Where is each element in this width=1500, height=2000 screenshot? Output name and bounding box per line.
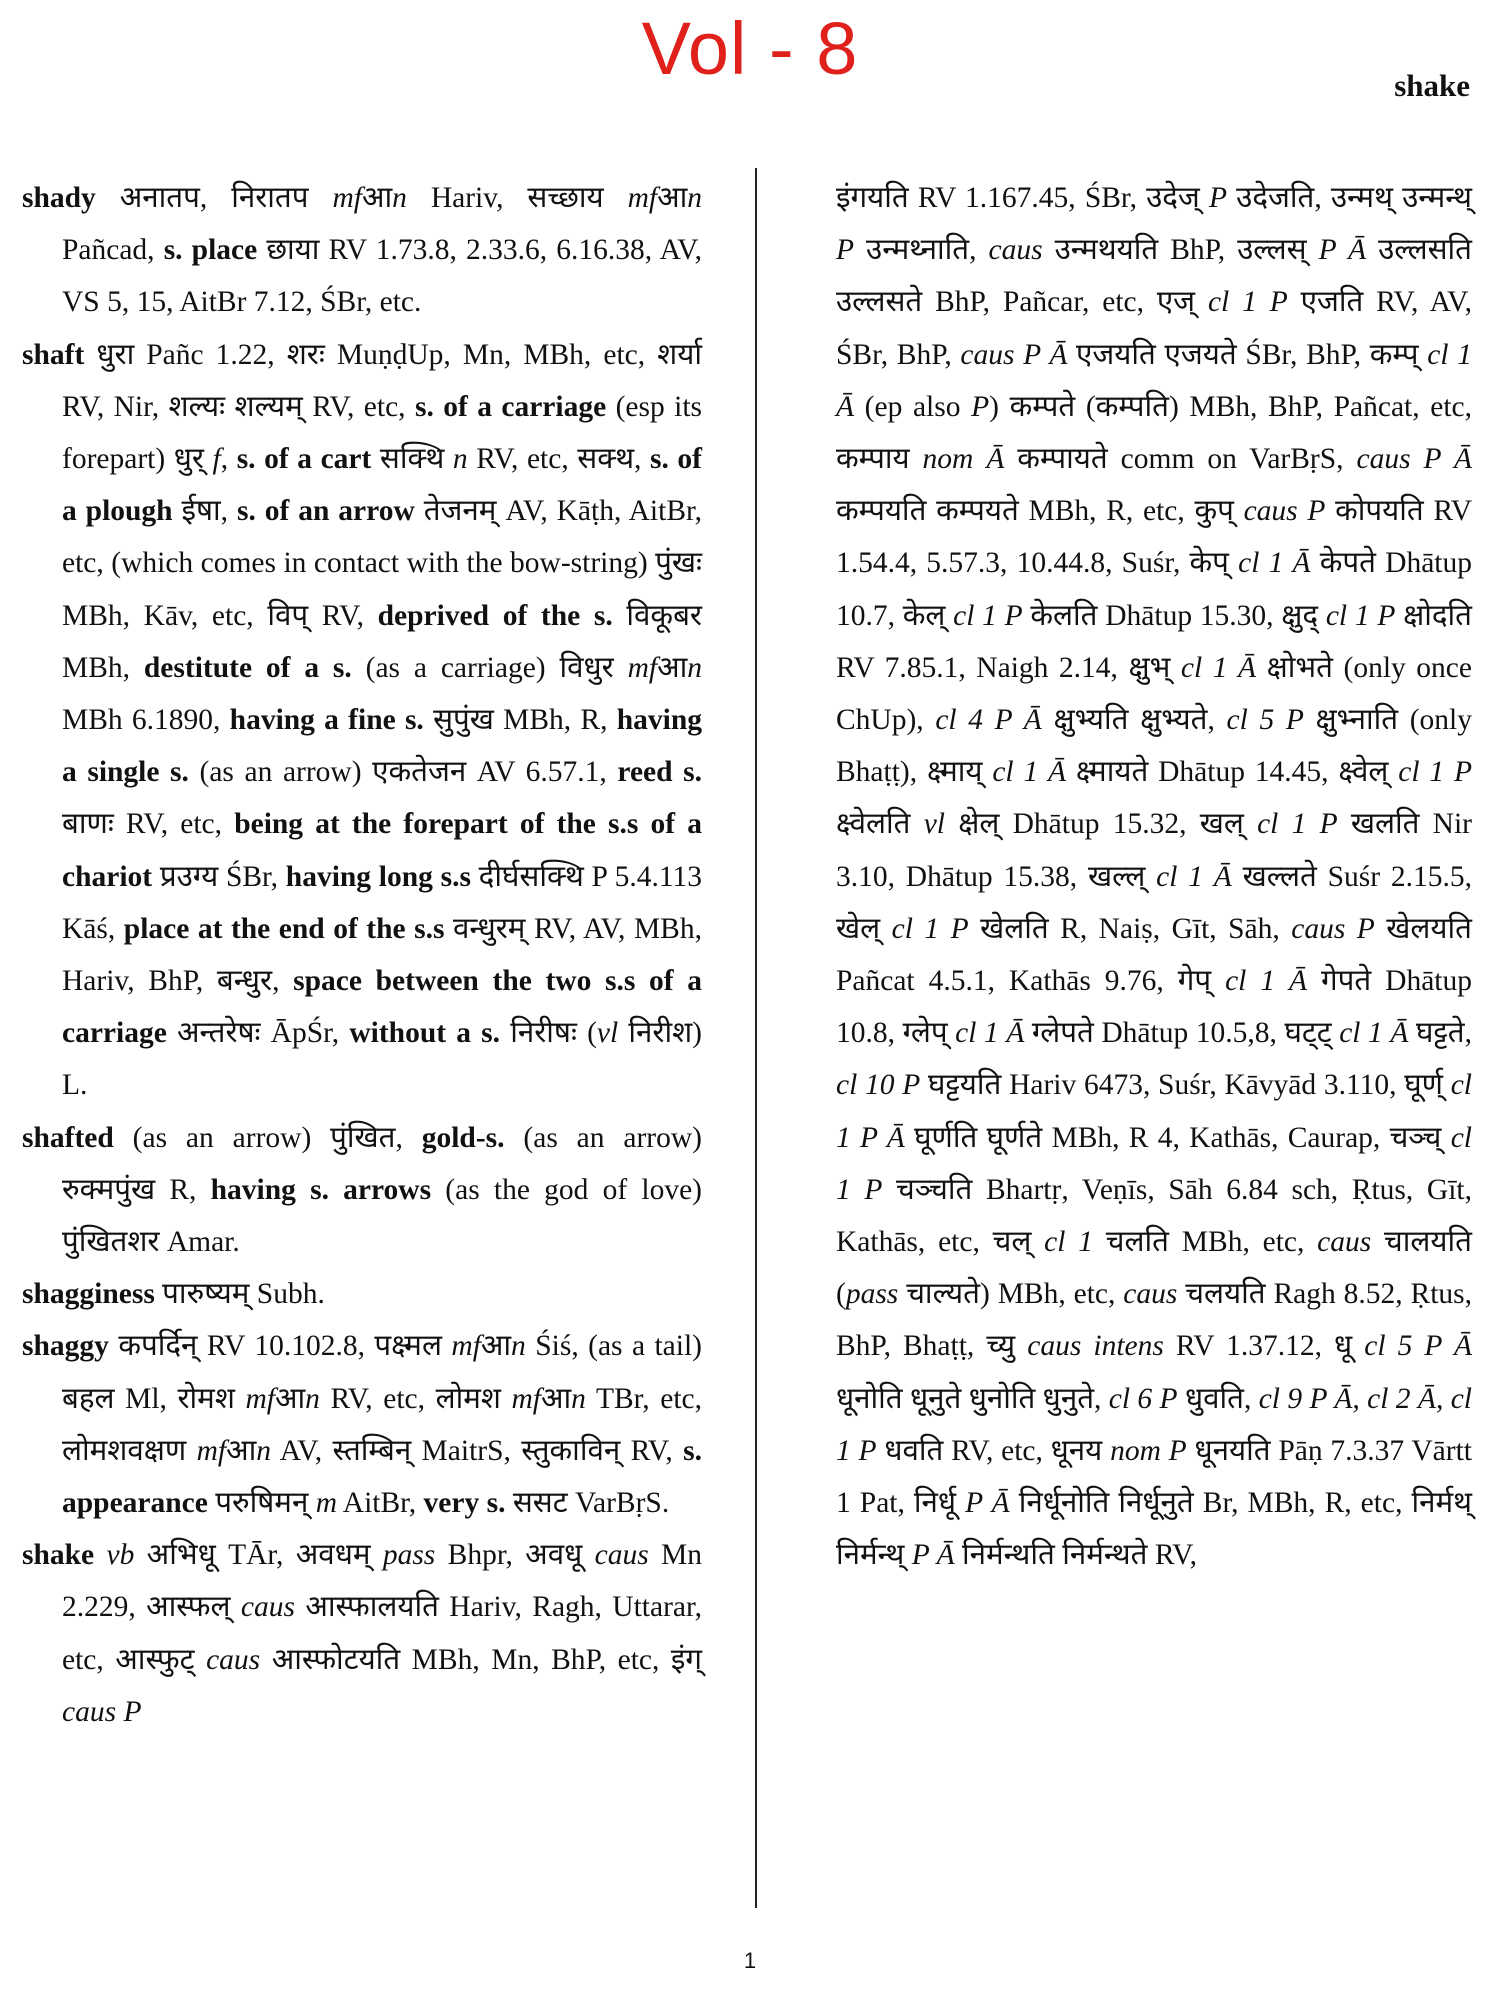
grammar-label: cl 1 Ā	[992, 756, 1067, 789]
grammar-label: cl 5 P Ā	[1364, 1330, 1472, 1363]
grammar-label: cl 1 P	[1325, 599, 1396, 632]
entry-text: ,	[220, 443, 237, 476]
grammar-label: vl	[596, 1017, 619, 1050]
entry-text: खेलति R, Naiṣ, Gīt, Sāh,	[968, 912, 1292, 945]
entry-text: दीर्घसक्थि P 5.4.113 Kāś,	[62, 860, 703, 945]
grammar-label: caus P Ā	[1356, 443, 1473, 476]
entry-text: सुपुंख MBh, R,	[423, 704, 617, 737]
entry-text: पारुष्यम् Subh.	[154, 1278, 325, 1311]
entry-text: Hariv, सच्छाय	[406, 182, 628, 214]
entry-text: उन्मथ्नाति,	[854, 234, 989, 267]
grammar-label: n	[305, 1382, 320, 1415]
grammar-label: cl 1 Ā	[836, 338, 1472, 423]
grammar-label: cl 1 P	[1398, 756, 1472, 789]
grammar-label: cl 1 P	[953, 599, 1023, 632]
headword: shady	[22, 182, 96, 214]
dictionary-entry	[22, 329, 702, 1112]
grammar-label: f	[212, 443, 221, 476]
grammar-label: mf	[196, 1434, 227, 1467]
entry-text: धवति RV, etc, धूनय	[876, 1434, 1111, 1467]
page-number: 1	[743, 1948, 757, 1973]
grammar-label: caus	[206, 1643, 261, 1676]
entry-text: केपते Dhātup 10.7, केल्	[836, 547, 1473, 632]
grammar-label: n	[687, 651, 702, 684]
entry-text: आ	[226, 1434, 257, 1467]
grammar-label: cl 1 Ā	[1180, 651, 1257, 684]
sense-phrase: gold-s.	[421, 1121, 505, 1154]
grammar-label: P	[836, 234, 855, 267]
entry-text: आ	[274, 1382, 306, 1415]
grammar-label: cl 1 Ā	[955, 1017, 1025, 1050]
entry-text: वन्धुरम् RV, AV, MBh, Hariv, BhP, बन्धुर,	[62, 912, 702, 998]
sense-phrase: s. of a plough	[62, 443, 702, 528]
entry-text: RV, etc, लोमश	[319, 1382, 512, 1415]
entry-text: क्षेल् Dhātup 15.32, खल्	[945, 808, 1258, 841]
running-head: shake	[1394, 68, 1470, 103]
entry-text: AV, स्तम्बिन् MaitrS, स्तुकाविन् RV,	[271, 1434, 684, 1467]
grammar-label: mf	[627, 651, 658, 684]
grammar-label: mf	[451, 1330, 481, 1363]
entry-text: आ	[657, 651, 688, 684]
entry-text: धुरा Pañc 1.22, शरः MuṇḍUp, Mn, MBh, etc, शर्या RV, Nir, शल्यः शल्यम् RV, etc,	[62, 338, 702, 423]
sense-phrase: destitute of a s.	[143, 651, 352, 684]
entry-text: ससट VarBṛS.	[505, 1487, 670, 1520]
entry-text: धूनयति Pāṇ 7.3.37 Vārtt 1 Pat, निर्धू	[836, 1434, 1472, 1520]
entry-text: AitBr,	[337, 1487, 424, 1520]
sense-phrase: s. appearance	[62, 1434, 703, 1520]
grammar-label: P	[971, 390, 990, 423]
grammar-label: caus	[1123, 1278, 1178, 1311]
grammar-label: cl 5 P	[1226, 704, 1304, 737]
grammar-label: vl	[923, 808, 945, 841]
entry-text: उदेजति, उन्मथ् उन्मन्थ्	[1227, 182, 1472, 214]
grammar-label: cl 4 P Ā	[935, 704, 1042, 737]
sense-phrase: having a fine s.	[229, 704, 424, 737]
entry-text: घट्टते,	[1408, 1017, 1472, 1050]
sense-phrase: s. of an arrow	[236, 495, 415, 528]
dictionary-entry	[22, 172, 702, 329]
entry-text: उन्मथयति BhP, उल्लस्	[1042, 234, 1319, 267]
grammar-label: caus	[988, 234, 1043, 267]
sense-phrase: space between the two s.s of a carriage	[62, 965, 702, 1050]
grammar-label: n	[511, 1330, 526, 1363]
grammar-label: caus	[594, 1539, 649, 1572]
entry-text: (as an arrow) पुंखित,	[113, 1121, 422, 1154]
entry-text: खलति Nir 3.10, Dhātup 15.38, खल्ल्	[836, 808, 1472, 893]
entry-text: धुवति,	[1177, 1382, 1259, 1415]
entry-text: धूनोति धूनुते धुनोति धुनुते,	[836, 1382, 1109, 1415]
sense-phrase: having long s.s	[285, 860, 471, 893]
sense-phrase: s. place	[163, 234, 258, 267]
grammar-label: cl 1 P Ā	[836, 1069, 1472, 1154]
entry-text: आस्फालयति Hariv, Ragh, Uttarar, etc, आस्फुट्	[62, 1591, 703, 1676]
grammar-label: cl 1 Ā	[1339, 1017, 1409, 1050]
entry-text: (ep also	[854, 390, 972, 423]
grammar-label: caus intens	[1027, 1330, 1164, 1363]
sense-phrase: place at the end of the s.s	[123, 912, 445, 945]
entry-text: इंगयति RV 1.167.45, ŚBr, उदेज्	[836, 182, 1209, 214]
grammar-label: mf	[332, 182, 362, 214]
entry-text	[94, 1539, 106, 1571]
grammar-label: vb	[106, 1539, 135, 1572]
entry-text: अभिधू TĀr, अवधम्	[134, 1539, 383, 1572]
entry-text: निर्धूनोति निर्धूनुते Br, MBh, R, etc, निर्मथ् निर्मन्थ्	[836, 1487, 1472, 1572]
sense-phrase: reed s.	[617, 756, 702, 789]
entry-text: आ	[361, 182, 393, 214]
grammar-label: cl 1 Ā	[1238, 547, 1311, 580]
dictionary-entry	[22, 1529, 702, 1738]
grammar-label: P Ā	[965, 1487, 1010, 1520]
grammar-label: cl 1 P	[1207, 286, 1288, 319]
grammar-label: cl 1 P	[836, 1121, 1472, 1206]
entry-text: अनातप, निरातप	[95, 182, 333, 214]
grammar-label: n	[687, 182, 702, 214]
entry-text: क्ष्वेलति	[836, 808, 924, 841]
headword: shagginess	[22, 1278, 155, 1311]
entry-text: चलति MBh, etc,	[1093, 1226, 1318, 1259]
volume-title: Vol - 8	[641, 7, 859, 90]
entry-text: उल्लसति उल्लसते BhP, Pañcar, etc, एज्	[836, 234, 1472, 319]
grammar-label: caus P	[1243, 495, 1326, 528]
entry-text: Śiś, (as a tail) बहल Ml, रोमश	[62, 1330, 702, 1415]
sense-phrase: being at the forepart of the s.s of a chariot	[62, 808, 703, 893]
entry-text: चाल्यते) MBh, etc,	[898, 1278, 1124, 1311]
grammar-label: caus	[240, 1591, 295, 1624]
entry-text: Pañcad,	[62, 234, 164, 267]
entry-text: Mn 2.229, आस्फल्	[62, 1539, 703, 1624]
grammar-label: n	[256, 1434, 271, 1467]
sense-phrase: deprived of the s.	[377, 599, 613, 632]
entry-text: घूर्णति घूर्णते MBh, R 4, Kathās, Caurap, चञ्च्	[904, 1121, 1451, 1154]
entry-text: गेपते Dhātup 10.8, ग्लेप्	[836, 965, 1472, 1050]
entry-text: RV, etc, सक्थ,	[467, 443, 650, 476]
entry-text: छाया RV 1.73.8, 2.33.6, 6.16.38, AV, VS 5, 15, AitBr 7.12, ŚBr, etc.	[62, 234, 702, 319]
grammar-label: cl 1 P	[1257, 808, 1338, 841]
column-divider	[755, 168, 757, 1908]
entry-text: ईषा,	[172, 495, 237, 528]
entry-text: कम्पयति कम्पयते MBh, R, etc, कुप्	[836, 495, 1244, 528]
grammar-label: n	[452, 443, 468, 476]
entry-text: चालयति (	[836, 1226, 1472, 1311]
headword: shaft	[22, 338, 85, 371]
entry-text: TBr, etc, लोमशवक्षण	[62, 1382, 703, 1467]
grammar-label: mf	[245, 1382, 275, 1415]
entry-text: विकूबर MBh,	[62, 599, 703, 684]
grammar-label: mf	[511, 1382, 541, 1415]
entry-text: तेजनम् AV, Kāṭh, AitBr, etc, (which comes in contact with the bow-string) पुंखः MBh, Kāv, etc, विप् RV,	[62, 495, 703, 632]
entry-text: आ	[657, 182, 688, 214]
headword: shaggy	[22, 1330, 109, 1363]
entry-text: खल्लते Suśr 2.15.5, खेल्	[836, 860, 1473, 945]
entry-text: चञ्चति Bhartṛ, Veṇīs, Sāh 6.84 sch, Ṛtus, Gīt, Kathās, etc, चल्	[836, 1173, 1472, 1259]
entry-text: खेलयति Pañcat 4.5.1, Kathās 9.76, गेप्	[836, 912, 1472, 998]
sense-phrase: s. of a cart	[236, 443, 372, 476]
entry-text: निरीषः (	[500, 1017, 597, 1050]
grammar-label: cl 1	[1044, 1226, 1094, 1259]
grammar-label: n	[392, 182, 407, 214]
entry-text: MBh 6.1890,	[62, 704, 230, 737]
entry-text: कपर्दिन् RV 10.102.8, पक्ष्मल	[108, 1330, 452, 1363]
entry-text: निर्मन्थति निर्मन्थते RV,	[954, 1539, 1198, 1572]
entry-continuation	[836, 172, 1472, 1581]
entry-text: कम्पायते comm on VarBṛS,	[1004, 443, 1357, 476]
grammar-label: P	[1208, 182, 1228, 214]
entry-text: प्रउग्य ŚBr,	[152, 860, 286, 893]
grammar-label: nom P	[1110, 1434, 1187, 1467]
entry-text: ) कम्पते (कम्पति) MBh, BhP, Pañcat, etc, कम्पाय	[836, 390, 1472, 476]
grammar-label: cl 9 P Ā, cl 2 Ā, cl 1 P	[836, 1382, 1472, 1467]
entry-text: ग्लेपते Dhātup 10.5,8, घट्ट्	[1024, 1017, 1340, 1050]
sense-phrase: without a s.	[349, 1017, 501, 1050]
entry-text: Bhpr, अवधू	[435, 1539, 595, 1572]
entry-text: (as the god of love) पुंखितशर Amar.	[62, 1173, 702, 1259]
sense-phrase: very s.	[423, 1487, 506, 1520]
dictionary-entry	[22, 1112, 702, 1269]
grammar-label: P Ā	[1318, 234, 1367, 267]
dictionary-entry	[22, 1268, 702, 1320]
entry-text: एजयति एजयते ŚBr, BhP, कम्प्	[1067, 338, 1428, 371]
entry-text: क्षोभते (only once ChUp),	[836, 651, 1472, 737]
entry-text: केलति Dhātup 15.30, क्षुद्	[1022, 599, 1326, 632]
grammar-label: n	[571, 1382, 586, 1415]
entry-text: (as an arrow) एकतेजन AV 6.57.1,	[188, 756, 618, 789]
entry-text: बाणः RV, etc,	[62, 808, 235, 841]
entry-text: (as a carriage) विधुर	[351, 651, 628, 684]
dictionary-entry	[22, 1320, 702, 1529]
entry-text: क्षुभ्यति क्षुभ्यते,	[1041, 704, 1227, 737]
entry-text: परुषिमन्	[207, 1487, 316, 1520]
entry-text: निरीश) L.	[62, 1017, 702, 1102]
entry-text: आ	[541, 1382, 572, 1415]
entry-text: (as an arrow) रुक्मपुंख R,	[62, 1121, 702, 1206]
headword: shafted	[22, 1121, 114, 1154]
grammar-label: caus	[1317, 1226, 1372, 1259]
headword: shake	[22, 1539, 95, 1572]
grammar-label: pass	[382, 1539, 436, 1572]
entry-text: चलयति Ragh 8.52, Ṛtus, BhP, Bhaṭṭ, च्यु	[836, 1278, 1472, 1363]
grammar-label: cl 1 P	[891, 912, 969, 945]
entry-text: क्षुभ्नाति (only Bhaṭṭ), क्ष्माय्	[836, 704, 1472, 789]
entry-text: क्ष्मायते Dhātup 14.45, क्ष्वेल्	[1066, 756, 1399, 789]
entry-text: घट्टयति Hariv 6473, Suśr, Kāvyād 3.110, घूर्ण्	[920, 1069, 1451, 1102]
grammar-label: cl 10 P	[836, 1069, 921, 1102]
sense-phrase: having a single s.	[62, 704, 702, 789]
entry-text: (esp its forepart) धुर्	[62, 390, 702, 476]
entry-text: RV 1.37.12, धू	[1163, 1330, 1365, 1363]
grammar-label: nom Ā	[922, 443, 1005, 476]
sense-phrase: having s. arrows	[210, 1173, 432, 1206]
entry-text: क्षोदति RV 7.85.1, Naigh 2.14, क्षुभ्	[836, 599, 1473, 684]
entry-text: अन्तरेषः ĀpŚr,	[166, 1017, 350, 1050]
right-column	[836, 172, 1472, 1581]
entry-text: आस्फोटयति MBh, Mn, BhP, etc, इंग्	[260, 1643, 702, 1676]
grammar-label: caus P Ā	[960, 338, 1068, 371]
grammar-label: P Ā	[911, 1539, 955, 1572]
sense-phrase: s. of a carriage	[414, 390, 607, 423]
grammar-label: mf	[627, 182, 658, 214]
grammar-label: cl 1 Ā	[1156, 860, 1232, 893]
grammar-label: cl 1 Ā	[1225, 965, 1308, 998]
grammar-label: caus P	[1291, 912, 1375, 945]
grammar-label: m	[315, 1487, 338, 1520]
left-column	[22, 172, 702, 1738]
entry-text: कोपयति RV 1.54.4, 5.57.3, 10.44.8, Suśr, केप्	[836, 495, 1473, 580]
entry-text: एजति RV, AV, ŚBr, BhP,	[836, 286, 1472, 371]
entry-text: आ	[480, 1330, 512, 1363]
grammar-label: pass	[845, 1278, 899, 1311]
entry-text: सक्थि	[371, 443, 453, 476]
grammar-label: caus P	[62, 1695, 142, 1728]
grammar-label: cl 6 P	[1108, 1382, 1178, 1415]
